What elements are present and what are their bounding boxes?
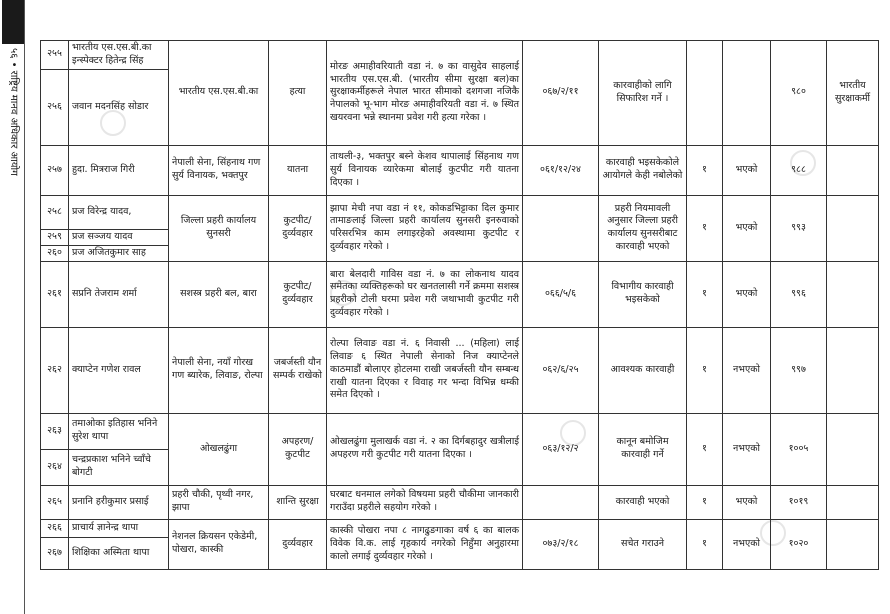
organization: प्रहरी चौकी, पृथ्वी नगर, झापा [169,485,269,519]
decision-date: ०६६/५/६ [523,261,599,327]
perpetrator-name: भारतीय एस.एस.बी.का इन्स्पेक्टर हितेन्द्र सिंह [69,41,169,70]
violation-type: जबर्जस्ती यौन सम्पर्क राखेको [269,327,327,413]
decision: कारवाही भइसकेकोले आयोगले केही नबोलेको [599,145,687,195]
serial-number: २६३ [41,413,69,449]
incident-description: घरबाट धनमाल लगेको विषयमा प्रहरी चौकीमा जानकारी गराउँदा प्रहरीले सहयोग गरेको । [327,485,523,519]
count: १ [687,413,723,485]
count: १ [687,519,723,569]
table-row [41,519,879,537]
implementation-status: भएको [723,261,771,327]
incident-description: रोल्पा लिवाङ वडा नं. ६ निवासी ... (महिला) लाई लिवाङ ६ स्थित नेपाली सेनाको निज क्याप्टेनले काठमाडौं बोलाएर होटलमा राखी जबर्जस्ती यौन सम्बन्ध राखी यातना दिएका र विवाह गर भन्दा विभिन्न धम्की समेत दिएको । [327,327,523,413]
perpetrator-name: क्याप्टेन गणेश रावल [69,327,169,413]
organization: नेपाली सेना, सिंहनाथ गण सुर्य विनायक, भक्तपुर [169,145,269,195]
incident-description: ओखलढुंगा मुलाखर्क वडा नं. २ का दिर्गबहादुर खत्रीलाई अपहरण गरी कुटपीट गरी यातना दिएका । [327,413,523,485]
violation-type: हत्या [269,41,327,146]
count: १ [687,261,723,327]
serial-number: २६७ [41,537,69,569]
file-number: ९९७ [771,327,827,413]
violation-type: अपहरण/ कुटपीट [269,413,327,485]
decision: आवश्यक कारवाही [599,327,687,413]
decision-date [523,195,599,261]
table-row [41,41,879,70]
incident-description: कास्की पोखरा नपा ८ नागढुङगाका वर्ष ६ का बालक विवेक वि.क. लाई गृहकार्य नगरेको निहुँमा अनुहारमा कालो लगाई दुर्व्यवहार गरेको । [327,519,523,569]
file-number: ९९६ [771,261,827,327]
implementation-status: भएको [723,485,771,519]
decision-date: ०६७/२/११ [523,41,599,146]
perpetrator-name: तमाओका इतिहास भनिने सुरेश थापा [69,413,169,449]
complaints-table [40,40,879,570]
remarks: भारतीय सुरक्षाकर्मी [827,41,879,146]
perpetrator-name: प्रज अजितकुमार साह [69,245,169,261]
count: १ [687,195,723,261]
count: १ [687,145,723,195]
file-number: ९८० [771,41,827,146]
organization: नेशनल क्रियसन एकेडेमी, पोखरा, कास्की [169,519,269,569]
file-number: १०२० [771,519,827,569]
table-row [41,261,879,327]
table-row [41,145,879,195]
incident-description: मोरङ अमाहीवरियाती वडा नं. ७ का वासुदेव साहलाई भारतीय एस.एस.बी. (भारतीय सीमा सुरक्षा बल)का सुरक्षाकर्मीहरूले नेपाल भारत सीमाको दशगजा नजिकै नेपालको भू-भाग मोरङ अमाहीवरियती वडा नं. ७ स्थित खयरवना भन्ने स्थानमा प्रवेश गरी हत्या गरेका । [327,41,523,146]
remarks [827,145,879,195]
table-row [41,485,879,519]
serial-number: २६१ [41,261,69,327]
serial-number: २६४ [41,449,69,485]
implementation-status: नभएको [723,519,771,569]
serial-number: २६० [41,245,69,261]
decision-date [523,485,599,519]
remarks [827,413,879,485]
perpetrator-name: प्रनानि हरीकुमार प्रसाई [69,485,169,519]
organization: जिल्ला प्रहरी कार्यालय सुनसरी [169,195,269,261]
running-head: ५६ • राष्ट्रिय मानव अधिकार आयोग [8,48,19,176]
serial-number: २५६ [41,69,69,145]
serial-number: २६२ [41,327,69,413]
violation-type: यातना [269,145,327,195]
decision: विभागीय कारवाही भइसकेको [599,261,687,327]
implementation-status: भएको [723,145,771,195]
perpetrator-name: शिक्षिका अस्मिता थापा [69,537,169,569]
incident-description: बारा बेलदारी गाविस वडा नं. ७ का लोकनाथ यादव समेतका व्यक्तिहरूको घर खनतलासी गर्ने क्रममा सशस्त्र प्रहरीको टोली घरमा प्रवेश गरी जथाभावी कुटपीट गरी दुर्व्यवहार गरेको । [327,261,523,327]
count: १ [687,485,723,519]
perpetrator-name: प्रज सञ्जय यादव [69,229,169,245]
remarks [827,261,879,327]
serial-number: २६५ [41,485,69,519]
violation-type: कुटपीट/ दुर्व्यवहार [269,261,327,327]
violation-type: दुर्व्यवहार [269,519,327,569]
remarks [827,327,879,413]
implementation-status [723,41,771,146]
violation-type: कुटपीट/ दुर्व्यवहार [269,195,327,261]
decision-date: ०६३/१२/२ [523,413,599,485]
incident-description: ताथली-३, भक्तपुर बस्ने केशव थापालाई सिंहनाथ गण सुर्य विनायक व्यारेकमा बोलाई कुटपीट गरी यातना दिएका । [327,145,523,195]
decision-date: ०६१/१२/२४ [523,145,599,195]
file-number: १०१९ [771,485,827,519]
table-row [41,195,879,229]
serial-number: २५७ [41,145,69,195]
decision: प्रहरी नियमावली अनुसार जिल्ला प्रहरी कार्यालय सुनसरीबाट कारवाही भएको [599,195,687,261]
margin-bar [2,0,24,44]
page-margin [0,0,27,614]
perpetrator-name: जवान मदनसिंह सोडार [69,69,169,145]
count: १ [687,327,723,413]
remarks [827,195,879,261]
implementation-status: नभएको [723,413,771,485]
organization: सशस्त्र प्रहरी बल, बारा [169,261,269,327]
decision-date: ०७३/२/१८ [523,519,599,569]
serial-number: २५५ [41,41,69,70]
file-number: ९९३ [771,195,827,261]
organization: नेपाली सेना, नयाँ गोरख गण ब्यारेक, लिवाङ, रोल्पा [169,327,269,413]
incident-description: झापा मेची नपा वडा नं ११, कोकडभिट्टाका दिल कुमार तामाङलाई जिल्ला प्रहरी कार्यालय सुनसरी इनरुवाको परिसरभित्र काम लगाइरहेको अवस्थामा कुटपीट र दुर्व्यवहार गरेको । [327,195,523,261]
serial-number: २५८ [41,195,69,229]
perpetrator-name: हुदा. मित्रराज गिरी [69,145,169,195]
table-row [41,327,879,413]
count [687,41,723,146]
decision: सचेत गराउने [599,519,687,569]
perpetrator-name: सप्रनि तेजराम शर्मा [69,261,169,327]
file-number: ९८८ [771,145,827,195]
violation-type: शान्ति सुरक्षा [269,485,327,519]
implementation-status: नभएको [723,327,771,413]
organization: ओखलढुंगा [169,413,269,485]
file-number: १००५ [771,413,827,485]
remarks [827,519,879,569]
decision-date: ०६२/६/२५ [523,327,599,413]
serial-number: २५९ [41,229,69,245]
organization: भारतीय एस.एस.बी.का [169,41,269,146]
table-row [41,413,879,449]
page-number: ५६ [8,48,19,59]
remarks [827,485,879,519]
decision: कारवाही भएको [599,485,687,519]
perpetrator-name: चन्द्रप्रकाश भनिने च्वाँचे बोगटी [69,449,169,485]
decision: कारवाहीको लागि सिफारिश गर्ने । [599,41,687,146]
decision: कानून बमोजिम कारवाही गर्ने [599,413,687,485]
serial-number: २६६ [41,519,69,537]
implementation-status: भएको [723,195,771,261]
running-head-title: राष्ट्रिय मानव अधिकार आयोग [8,70,19,176]
perpetrator-name: प्रज विरेन्द्र यादव, [69,195,169,229]
perpetrator-name: प्राचार्य ज्ञानेन्द्र थापा [69,519,169,537]
